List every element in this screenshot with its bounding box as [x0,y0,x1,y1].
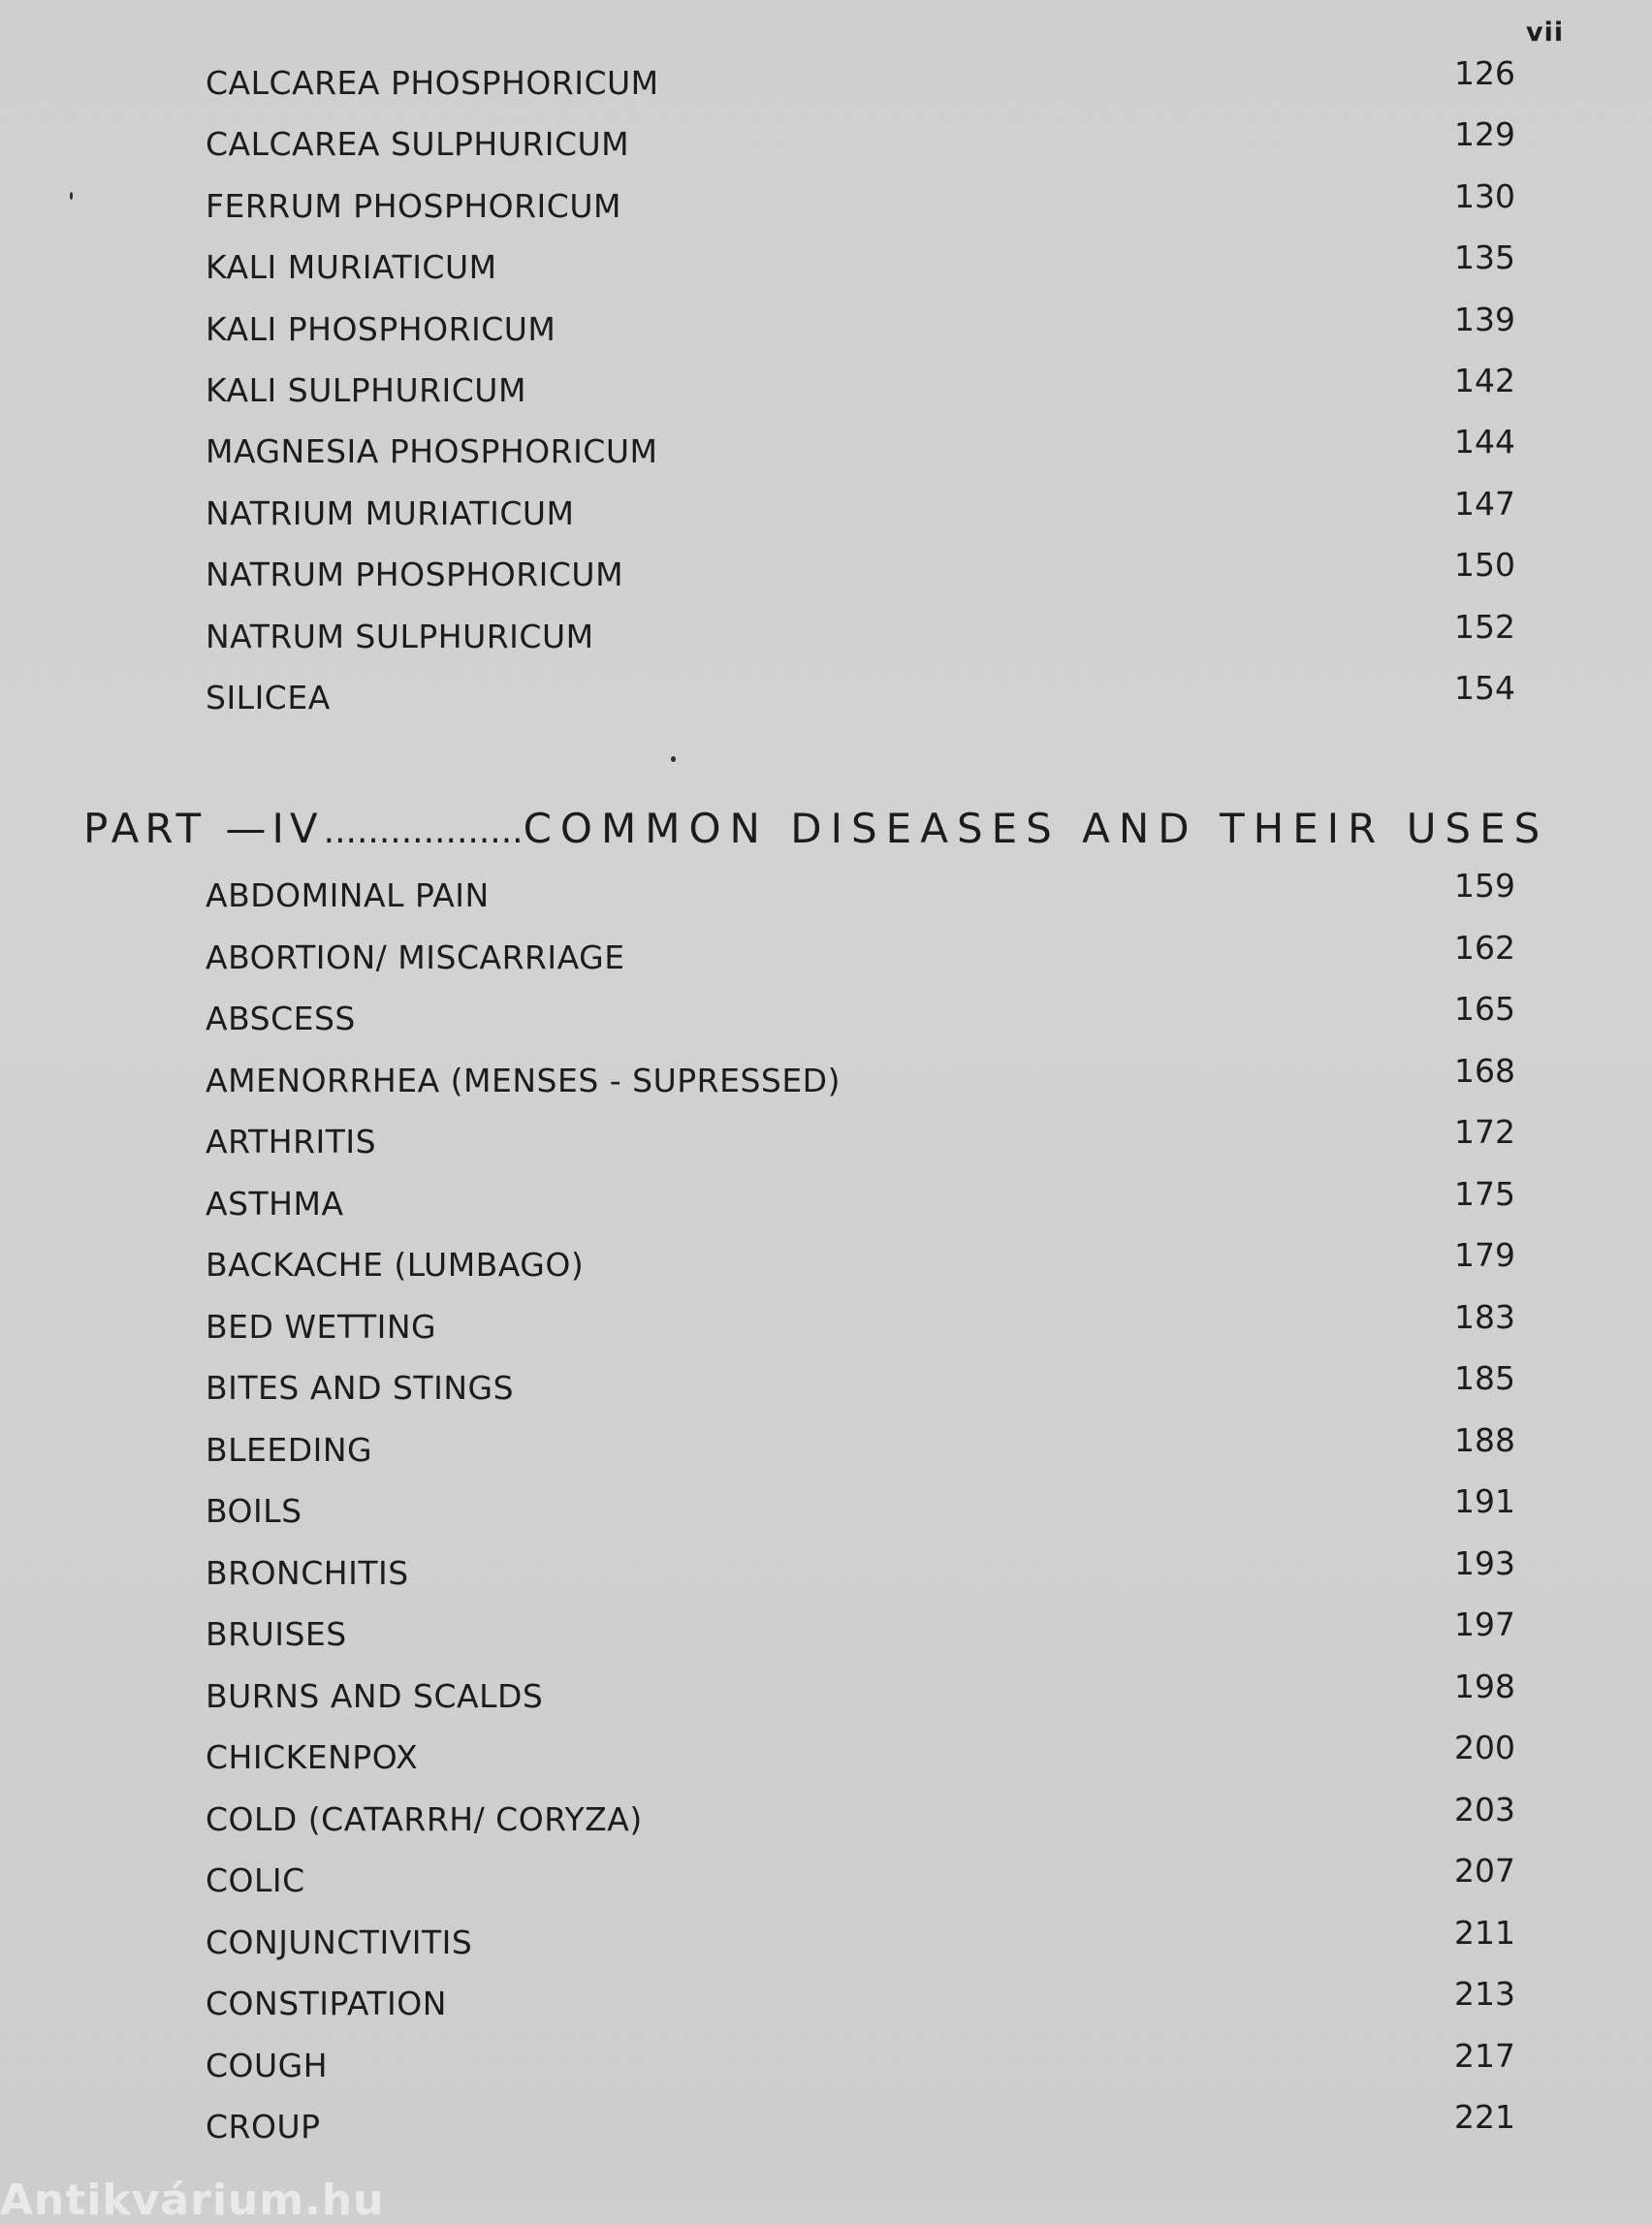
toc-entry [0,54,1652,121]
toc-entry [0,668,1652,736]
toc-entry-title: NATRIUM MURIATICUM [206,493,575,532]
toc-entry [0,1729,1652,1796]
toc-entry-page: 139 [1454,300,1515,338]
page-number: vii [1526,17,1565,48]
toc-entry-page: 198 [1454,1667,1515,1705]
toc-entry [0,115,1652,182]
toc-entry-page: 207 [1454,1852,1515,1890]
toc-entry-title: COUGH [206,2046,329,2084]
toc-entry-title: FERRUM PHOSPHORICUM [206,186,621,225]
toc-entry-title: SILICEA [206,678,331,716]
print-speck [671,756,676,762]
toc-entry [0,1236,1652,1304]
toc-entry [0,546,1652,613]
toc-entry-title: BLEEDING [206,1430,373,1469]
toc-entry-page: 213 [1454,1975,1515,2013]
toc-entry [0,1113,1652,1181]
toc-entry [0,361,1652,429]
toc-entry [0,1913,1652,1982]
toc-entry-title: BACKACHE (LUMBAGO) [206,1246,585,1284]
toc-entry-title: NATRUM SULPHURICUM [206,617,594,655]
toc-entry-page: 183 [1454,1297,1515,1336]
toc-entry [0,176,1652,244]
toc-entry-title: BRONCHITIS [206,1553,409,1592]
toc-entry-page: 168 [1454,1051,1515,1090]
toc-entry-page: 162 [1454,928,1515,967]
toc-entry [0,2036,1652,2105]
toc-entry-page: 172 [1454,1113,1515,1151]
toc-entry [0,1420,1652,1489]
toc-entry-title: BRUISES [206,1615,347,1653]
toc-entry [0,607,1652,675]
toc-entry-title: AMENORRHEA (MENSES - SUPRESSED) [206,1061,841,1099]
toc-entry-page: 188 [1454,1420,1515,1459]
part-leader-dots: .................. [323,811,524,851]
toc-entry-title: ARTHRITIS [206,1123,377,1160]
toc-entry [0,1543,1652,1612]
toc-entry [0,867,1652,935]
toc-entry-title: BURNS AND SCALDS [206,1676,544,1715]
toc-entry-title: ABSCESS [206,1000,356,1037]
toc-entry-page: 191 [1454,1482,1515,1520]
toc-entry [0,1482,1652,1550]
part4-contents-list [0,867,1652,2166]
toc-entry-title: MAGNESIA PHOSPHORICUM [206,432,658,471]
part-title: COMMON DISEASES AND THEIR USES [523,805,1549,852]
watermark-text: Antikvárium.hu [0,2176,385,2225]
toc-entry-page: 203 [1454,1790,1515,1828]
toc-entry [0,423,1652,490]
toc-entry [0,1790,1652,1859]
toc-entry-page: 200 [1454,1729,1515,1766]
toc-entry [0,2098,1652,2166]
part-four-heading [83,805,1548,852]
toc-entry-page: 142 [1454,361,1515,399]
toc-entry [0,1667,1652,1735]
toc-entry-title: BED WETTING [206,1307,437,1346]
toc-entry-title: CONSTIPATION [206,1985,447,2022]
print-speck [70,192,73,200]
toc-entry-title: ABDOMINAL PAIN [206,876,490,914]
toc-entry-page: 144 [1454,423,1515,461]
toc-entry [0,1297,1652,1366]
toc-entry [0,1051,1652,1120]
toc-entry-page: 150 [1454,546,1515,585]
toc-entry-page: 175 [1454,1174,1515,1213]
toc-entry [0,1975,1652,2043]
toc-entry-page: 135 [1454,238,1515,277]
toc-entry [0,1605,1652,1673]
toc-entry-title: ASTHMA [206,1184,344,1223]
toc-entry [0,928,1652,997]
toc-entry-page: 154 [1454,668,1515,707]
toc-entry-page: 129 [1454,115,1515,154]
toc-entry [0,1359,1652,1427]
toc-entry-page: 179 [1454,1236,1515,1274]
toc-entry-title: COLIC [206,1861,305,1899]
toc-entry-page: 197 [1454,1605,1515,1643]
toc-entry-page: 126 [1454,54,1515,92]
toc-entry-page: 193 [1454,1543,1515,1582]
toc-entry-title: KALI MURIATICUM [206,248,497,287]
toc-entry-page: 152 [1454,607,1515,646]
toc-entry-page: 165 [1454,990,1515,1028]
toc-entry-title: KALI PHOSPHORICUM [206,309,556,348]
toc-entry-title: BOILS [206,1492,302,1530]
toc-entry [0,238,1652,305]
toc-entry [0,990,1652,1058]
toc-entry-title: NATRUM PHOSPHORICUM [206,556,624,594]
toc-entry-page: 221 [1454,2098,1515,2136]
toc-entry-title: CALCAREA PHOSPHORICUM [206,64,659,102]
section3-contents-list [0,54,1652,736]
toc-entry-title: CALCAREA SULPHURICUM [206,125,630,164]
toc-entry-title: BITES AND STINGS [206,1369,515,1407]
toc-entry-title: CHICKENPOX [206,1738,419,1776]
toc-entry-title: CONJUNCTIVITIS [206,1923,473,1961]
part-label: PART —IV [83,805,324,852]
toc-entry-page: 130 [1454,176,1515,215]
toc-entry [0,1174,1652,1243]
toc-entry-title: COLD (CATARRH/ CORYZA) [206,1799,643,1838]
toc-entry-page: 185 [1454,1359,1515,1397]
toc-entry-title: ABORTION/ MISCARRIAGE [206,938,625,976]
toc-entry-page: 147 [1454,484,1515,523]
toc-entry-page: 211 [1454,1913,1515,1952]
toc-entry-title: KALI SULPHURICUM [206,370,526,409]
toc-entry [0,1852,1652,1920]
toc-entry-page: 217 [1454,2036,1515,2075]
toc-entry [0,300,1652,367]
toc-entry-title: CROUP [206,2108,321,2146]
toc-entry-page: 159 [1454,867,1515,905]
toc-entry [0,484,1652,552]
